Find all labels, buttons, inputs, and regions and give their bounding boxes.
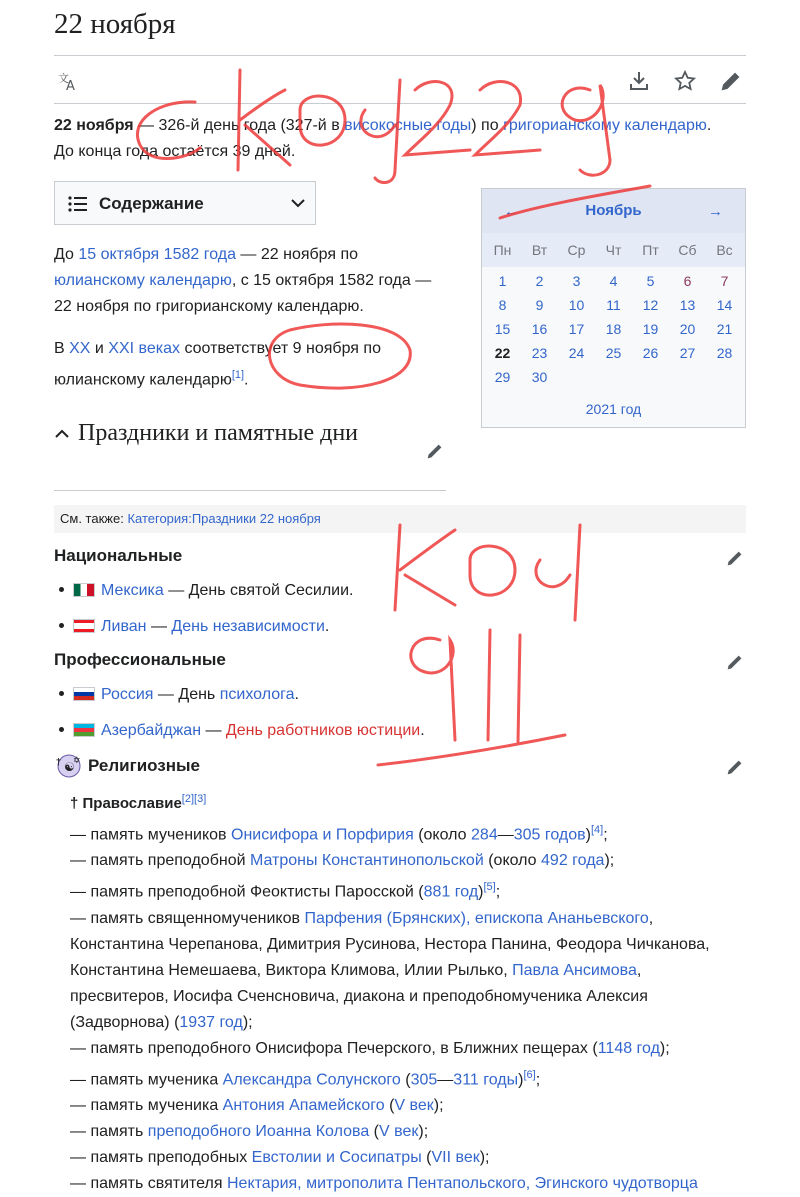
line-text: ); — [604, 852, 615, 870]
calendar-day[interactable]: 26 — [642, 345, 659, 361]
line-text: , — [636, 961, 642, 979]
saint-link[interactable]: Матроны Константинопольской — [249, 852, 484, 870]
line-text: (около — [483, 852, 542, 870]
list-icon — [68, 195, 88, 213]
calendar-day: 22 — [494, 345, 511, 361]
religious-line — [70, 958, 730, 984]
calendar-day[interactable]: 5 — [646, 273, 655, 289]
separator: — — [201, 722, 226, 739]
tail: . — [324, 618, 330, 635]
calendar-day[interactable]: 11 — [606, 297, 621, 313]
svg-text:文: 文 — [58, 72, 69, 85]
saint-link[interactable]: 311 годы — [453, 1070, 519, 1088]
mexico-link[interactable]: Мексика — [101, 582, 164, 599]
religious-list — [70, 786, 730, 1197]
star-icon[interactable] — [673, 69, 697, 93]
saint-link[interactable]: 1148 год — [597, 1039, 660, 1057]
century-paragraph — [54, 336, 454, 393]
saint-link[interactable]: V век — [379, 1122, 419, 1140]
svg-text:A: A — [66, 79, 75, 93]
pencil-icon[interactable] — [724, 547, 746, 569]
calendar-day[interactable]: 9 — [535, 297, 544, 313]
see-also-note — [54, 505, 746, 533]
line-text: (около — [413, 826, 472, 844]
calendar-day[interactable]: 12 — [642, 297, 659, 313]
saint-link[interactable]: VII век — [431, 1148, 480, 1166]
calendar-day[interactable]: 2 — [535, 273, 544, 289]
intro-text-3: . — [706, 117, 712, 134]
julian-text-3: , с 15 октября 1582 года — — [231, 272, 432, 289]
line-text: — память преподобного Онисифора Печерского, в Ближних пещерах ( — [70, 1039, 598, 1057]
line-text: ( — [421, 1148, 432, 1166]
intro-text: — 326-й день года (327-й в — [133, 117, 345, 134]
religious-line — [70, 984, 730, 1010]
line-text: — память священномучеников — [70, 909, 305, 927]
calendar-day[interactable]: 3 — [572, 273, 581, 289]
line-text: ); — [433, 1096, 444, 1114]
saint-link[interactable]: Онисифора и Порфирия — [231, 826, 414, 844]
lebanon-link[interactable]: Ливан — [101, 618, 147, 635]
scribble-d2 — [536, 525, 580, 620]
line-text: ( — [369, 1122, 380, 1140]
prev-month-arrow[interactable]: ← — [504, 203, 519, 220]
religious-line — [70, 1119, 730, 1145]
see-also-link[interactable]: Категория:Праздники 22 ноября — [127, 511, 321, 526]
azerbaijan-link[interactable]: Азербайджан — [101, 722, 202, 739]
weekday-label: Чт — [605, 242, 622, 258]
line-text: ( — [384, 1096, 395, 1114]
separator: — День — [153, 686, 220, 703]
calendar-day[interactable]: 17 — [568, 321, 585, 337]
century-text-3: соответствует 9 ноября по — [180, 340, 381, 357]
line-text: ; — [535, 1070, 541, 1088]
toc-label: Содержание — [99, 194, 204, 213]
line-text: ; — [495, 883, 501, 901]
line-text: — память мученика — [70, 1070, 223, 1088]
scribble-1b — [518, 635, 520, 742]
calendar-day[interactable]: 10 — [568, 297, 585, 313]
scribble-o2 — [470, 546, 515, 595]
line-text: ; — [603, 826, 608, 844]
religious-lines — [70, 817, 730, 1197]
calendar-day[interactable]: 23 — [531, 345, 548, 361]
list-item — [54, 578, 353, 604]
psychologist-link[interactable]: психолога — [219, 686, 295, 703]
calendar-day[interactable]: 16 — [531, 321, 548, 337]
intro-text-2: ) по — [471, 117, 504, 134]
religious-line — [70, 906, 730, 932]
calendar-year-link[interactable]: 2021 год — [585, 401, 642, 417]
saint-link[interactable]: V век — [394, 1096, 434, 1114]
intro-bold: 22 ноября — [54, 117, 134, 134]
religious-line — [70, 1145, 730, 1171]
chevron-down-icon — [289, 194, 307, 212]
svg-text:☯: ☯ — [64, 760, 75, 774]
page-title: 22 ноября — [54, 8, 176, 40]
calendar-day[interactable]: 21 — [716, 321, 733, 337]
calendar-day[interactable]: 15 — [494, 321, 511, 337]
russia-flag-icon — [73, 687, 95, 701]
calendar-widget — [481, 188, 746, 428]
calendar-day[interactable]: 20 — [679, 321, 696, 337]
saint-link[interactable]: Павла Ансимова — [512, 961, 637, 979]
pencil-icon[interactable] — [724, 756, 746, 778]
religious-line — [70, 817, 730, 848]
line-text: ) — [478, 883, 484, 901]
line-text: — — [497, 826, 514, 844]
calendar-day[interactable]: 19 — [642, 321, 659, 337]
title-divider — [54, 55, 746, 56]
line-text: — память преподобной Феоктисты Паросской ( — [70, 883, 424, 901]
lebanon-flag-icon — [73, 619, 95, 633]
saint-link[interactable]: Евстолии и Сосипатры — [251, 1148, 422, 1166]
century-text: В — [54, 340, 70, 357]
intro-paragraph — [54, 113, 754, 165]
calendar-day[interactable]: 14 — [716, 297, 733, 313]
religious-line — [70, 1093, 730, 1119]
tail: . — [294, 686, 299, 703]
orthodox-text: † Православие — [70, 795, 182, 812]
ref-1[interactable]: [1] — [231, 369, 245, 381]
date-1582-link[interactable]: 15 октября 1582 года — [78, 246, 236, 263]
weekday-label: Вс — [716, 242, 733, 258]
chevron-up-icon[interactable] — [54, 426, 70, 442]
religious-heading: Религиозные — [88, 756, 201, 775]
religious-line — [70, 932, 730, 958]
days-left-text: До конца года остаётся 39 дней. — [54, 143, 296, 160]
calendar-day[interactable]: 13 — [679, 297, 696, 313]
century-text-5: . — [244, 371, 249, 389]
tail: . — [420, 722, 425, 739]
line-text: , — [648, 909, 654, 927]
svg-text:†: † — [56, 757, 61, 768]
line-text: ( — [400, 1070, 411, 1088]
scribble-1a — [488, 630, 490, 740]
calendar-weekdays — [482, 233, 745, 267]
separator: — — [146, 618, 172, 635]
holiday-text: День святой Сесилии. — [188, 582, 354, 599]
toolbar-divider — [54, 103, 746, 104]
calendar-day[interactable]: 25 — [605, 345, 622, 361]
pencil-icon[interactable] — [424, 440, 446, 462]
list-item — [54, 614, 329, 640]
line-text: ) — [518, 1070, 524, 1088]
century-text-4: юлианскому календарю — [54, 371, 232, 389]
weekday-label: Пн — [493, 242, 512, 258]
national-heading: Национальные — [54, 546, 183, 565]
line-text: ); — [659, 1039, 670, 1057]
download-icon[interactable] — [627, 69, 651, 93]
calendar-day[interactable]: 6 — [683, 273, 692, 289]
saint-link[interactable]: 305 — [410, 1070, 438, 1088]
religious-line — [70, 874, 730, 905]
independence-day-link[interactable]: День независимости — [171, 618, 325, 635]
russia-link[interactable]: Россия — [101, 686, 154, 703]
saint-link[interactable]: 492 года — [541, 852, 605, 870]
reference[interactable]: [4] — [590, 824, 604, 836]
scribble-k2 — [395, 525, 455, 610]
line-text: пресвитеров, Иосифа Сченсновича, диакона и преподобномученика Алексия — [70, 987, 648, 1005]
line-text: ); — [479, 1148, 490, 1166]
reference[interactable]: [6] — [523, 1068, 536, 1081]
xxi-century-link[interactable]: XXI веках — [108, 340, 180, 357]
calendar-day[interactable]: 18 — [605, 321, 622, 337]
gregorian-link[interactable]: григорианскому календарю — [503, 117, 707, 134]
calendar-day[interactable]: 8 — [498, 297, 507, 313]
next-month-arrow[interactable]: → — [708, 203, 723, 220]
julian-calendar-link[interactable]: юлианскому календарю — [54, 272, 232, 289]
calendar-day[interactable]: 29 — [494, 369, 511, 385]
line-text: — память — [70, 1122, 148, 1140]
saint-link[interactable]: Антония Апамейского — [222, 1096, 385, 1114]
see-also-prefix: См. также: — [60, 511, 128, 526]
saint-link[interactable]: 305 годов — [513, 826, 586, 844]
saint-link[interactable]: Александра Солунского — [222, 1070, 401, 1088]
toc-toggle[interactable] — [54, 181, 316, 225]
saint-link[interactable]: 284 — [471, 826, 498, 844]
line-text: — память мученика — [70, 1096, 223, 1114]
calendar-header — [482, 189, 745, 233]
line-text: — память преподобной — [70, 852, 250, 870]
saint-link[interactable]: 1937 год — [179, 1013, 243, 1031]
justice-workers-day-link[interactable]: День работников юстиции — [225, 722, 421, 739]
line-text: ) — [585, 826, 591, 844]
julian-paragraph — [54, 242, 454, 320]
svg-text:✡: ✡ — [73, 756, 81, 766]
line-text: — память мучеников — [70, 826, 231, 844]
calendar-day[interactable]: 24 — [568, 345, 585, 361]
orthodox-label — [70, 786, 730, 817]
weekday-label: Сб — [678, 242, 697, 258]
line-text: — — [437, 1070, 454, 1088]
list-item — [54, 718, 425, 744]
religious-line — [70, 1062, 730, 1093]
calendar-day[interactable]: 4 — [609, 273, 618, 289]
saint-link[interactable]: преподобного Иоанна Колова — [147, 1122, 370, 1140]
azerbaijan-flag-icon — [73, 723, 95, 737]
ref-2-3[interactable]: [2][3] — [181, 793, 207, 805]
calendar-day[interactable]: 7 — [720, 273, 729, 289]
line-text: Константина Немешаева, Виктора Климова, Илии Рылько, — [70, 961, 513, 979]
pencil-icon[interactable] — [719, 69, 743, 93]
saint-link[interactable]: Парфения (Брянских), епископа Ананьевского — [304, 909, 649, 927]
pencil-icon[interactable] — [724, 651, 746, 673]
religious-symbols-icon — [54, 753, 84, 779]
holidays-divider — [54, 490, 446, 491]
reference[interactable]: [5] — [483, 881, 496, 894]
calendar-day[interactable]: 30 — [531, 369, 548, 385]
line-text: (Задворнова) ( — [70, 1013, 180, 1031]
line-text: ); — [242, 1013, 253, 1031]
list-item — [54, 682, 299, 708]
weekday-label: Ср — [567, 242, 586, 258]
saint-link[interactable]: Нектария, митрополита Пентапольского, Эгинского чудотворца — [227, 1174, 698, 1192]
line-text: — память преподобных — [70, 1148, 252, 1166]
calendar-month[interactable]: Ноябрь — [585, 202, 642, 219]
saint-link[interactable]: 881 год — [423, 883, 479, 901]
calendar-day[interactable]: 1 — [498, 273, 507, 289]
religious-line — [70, 1036, 730, 1062]
weekday-label: Вт — [531, 242, 548, 258]
leap-years-link[interactable]: високосные годы — [344, 117, 472, 134]
julian-text: До — [54, 246, 79, 263]
xx-century-link[interactable]: XX — [69, 340, 91, 357]
translate-icon[interactable] — [56, 69, 80, 93]
mexico-flag-icon — [73, 583, 95, 597]
weekday-label: Пт — [642, 242, 659, 258]
religious-line — [70, 1010, 730, 1036]
separator: — — [163, 582, 189, 599]
line-text: — память святителя — [70, 1174, 227, 1192]
holidays-heading: Праздники и памятные дни — [78, 420, 359, 446]
calendar-day[interactable]: 27 — [679, 345, 696, 361]
line-text: Константина Черепанова, Димитрия Русинова, Нестора Панина, Феодора Чичканова, — [70, 935, 710, 953]
julian-text-2: — 22 ноября по — [235, 246, 359, 263]
calendar-day[interactable]: 28 — [716, 345, 733, 361]
century-text-2: и — [90, 340, 109, 357]
line-text: ); — [418, 1122, 429, 1140]
julian-text-4: 22 ноября по григорианскому календарю. — [54, 298, 364, 315]
professional-heading: Профессиональные — [54, 650, 226, 669]
religious-line — [70, 848, 730, 874]
